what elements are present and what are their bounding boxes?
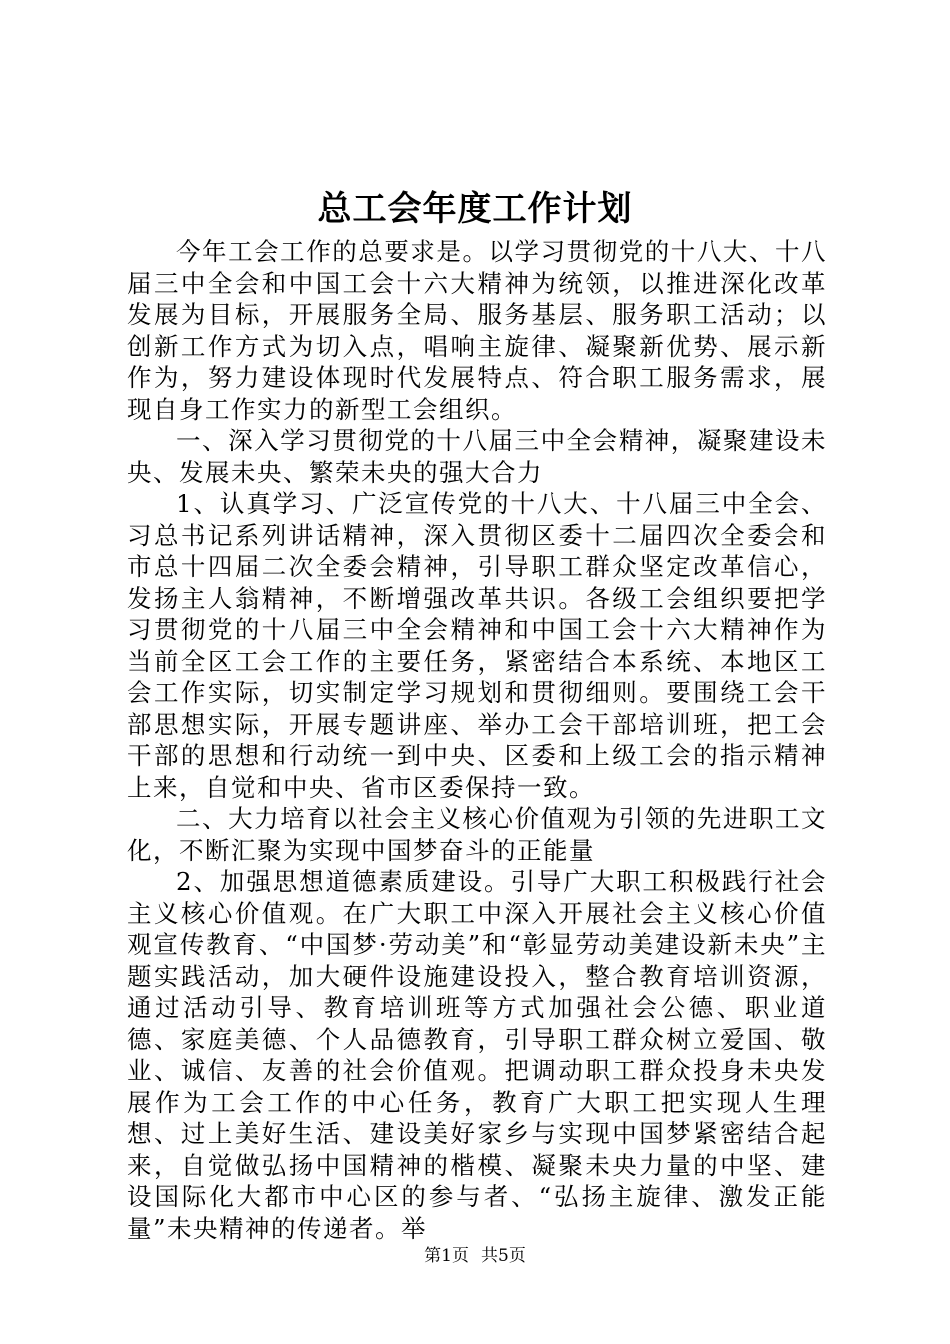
paragraph-item-2: 2、加强思想道德素质建设。引导广大职工积极践行社会主义核心价值观。在广大职工中深入开展社会主义核心价值观宣传教育、“中国梦·劳动美”和“彰显劳动美建设新未央”主题实践活动，加大硬件设施建设投入，整合教育培训资源，通过活动引导、教育培训班等方式加强社会公德、职业道德、家庭美德、个人品德教育，引导职工群众树立爱国、敬业、诚信、友善的社会价值观。把调动职工群众投身未央发展作为工会工作的中心任务，教育广大职工把实现人生理想、过上美好生活、建设美好家乡与实现中国梦紧密结合起来，自觉做弘扬中国精神的楷模、凝聚未央力量的中坚、建设国际化大都市中心区的参与者、“弘扬主旋律、激发正能量”未央精神的传递者。举 [127,867,827,1243]
page-footer [0,1245,950,1267]
section-heading-2: 二、大力培育以社会主义核心价值观为引领的先进职工文化，不断汇聚为实现中国梦奋斗的正能量 [127,804,827,865]
page-title: 总工会年度工作计划 [317,189,633,229]
document-body [127,236,827,1244]
page-number: 第1页 [424,1246,469,1266]
section-heading-1: 一、深入学习贯彻党的十八届三中全会精神，凝聚建设未央、发展未央、繁荣未央的强大合力 [127,426,827,487]
paragraph-intro: 今年工会工作的总要求是。以学习贯彻党的十八大、十八届三中全会和中国工会十六大精神为统领，以推进深化改革发展为目标，开展服务全局、服务基层、服务职工活动；以创新工作方式为切入点，唱响主旋律、凝聚新优势、展示新作为，努力建设体现时代发展特点、符合职工服务需求，展现自身工作实力的新型工会组织。 [127,237,827,424]
paragraph-item-1: 1、认真学习、广泛宣传党的十八大、十八届三中全会、习总书记系列讲话精神，深入贯彻区委十二届四次全委会和市总十四届二次全委会精神，引导职工群众坚定改革信心，发扬主人翁精神，不断增强改革共识。各级工会组织要把学习贯彻党的十八届三中全会精神和中国工会十六大精神作为当前全区工会工作的主要任务，紧密结合本系统、本地区工会工作实际，切实制定学习规划和贯彻细则。要围绕工会干部思想实际，开展专题讲座、举办工会干部培训班，把工会干部的思想和行动统一到中央、区委和上级工会的指示精神上来，自觉和中央、省市区委保持一致。 [127,489,827,802]
page-total: 共5页 [481,1246,526,1266]
